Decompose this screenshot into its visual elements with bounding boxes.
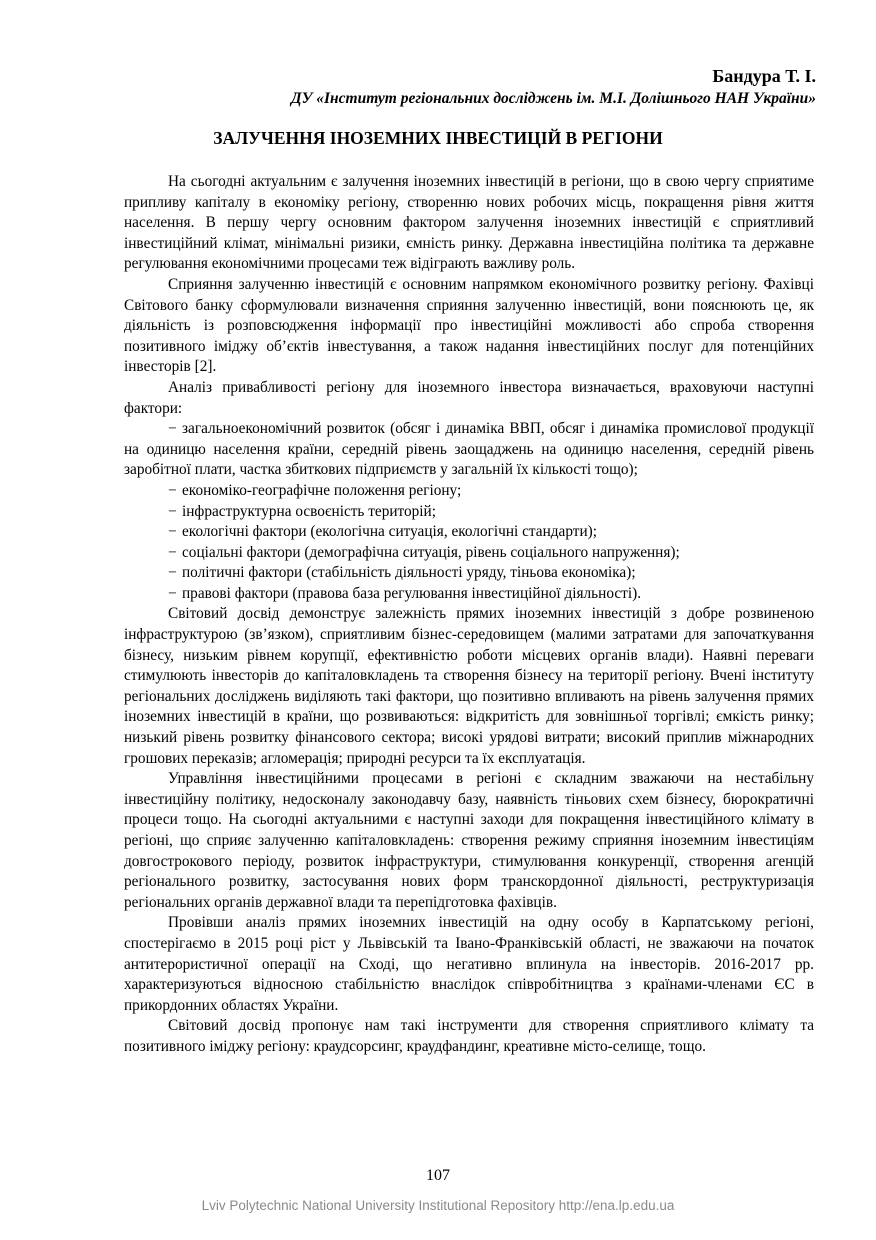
paragraph: Світовий досвід пропонує нам такі інструменти для створення сприятливого клімату та позитивного іміджу регіону: краудсорсинг, краудфандинг, креативне місто-селище, тощо. <box>124 1017 814 1055</box>
dash-bullet: − <box>168 584 177 602</box>
paragraph: Управління інвестиційними процесами в регіоні є складним зважаючи на нестабільну інвестиційну політику, недосконалу законодавчу базу, наявність тіньових схем бізнесу, бюрократичні процеси тощо. На сьогодні актуальними є наступні заходи для покращення інвестиційного клімату в регіоні, що сприяє залученню капіталовкладень: створення режиму сприяння іноземним інвестиціям довгострокового періоду, розвиток інфраструктури, стимулювання конкуренції, створення агенцій регіонального розвитку, застосування нових форм транскордонної діяльності, реструктуризація регіональних органів державної влади та перепідготовка фахівців. <box>124 770 814 911</box>
list-item <box>124 563 814 584</box>
article-body <box>124 172 814 1058</box>
dash-bullet: − <box>168 564 177 582</box>
list-item <box>124 502 814 523</box>
list-item <box>124 543 814 564</box>
list-item-text: загальноекономічний розвиток (обсяг і динаміка ВВП, обсяг і динаміка промислової продукції на одиницю населення країни, середній рівень заощаджень на одиницю населення, середній рівень заробітної плати, частка збиткових підприємств у загальній їх кількості тощо); <box>124 420 814 479</box>
list-item <box>124 584 814 605</box>
list-item <box>124 419 814 481</box>
list-item-text: економіко-географічне положення регіону; <box>182 481 462 499</box>
page-number: 107 <box>426 1167 450 1184</box>
author-name: Бандура Т. І. <box>712 66 816 86</box>
list-item-text: екологічні фактори (екологічна ситуація, екологічні стандарти); <box>182 523 597 541</box>
factor-list <box>124 419 814 604</box>
list-item-text: політичні фактори (стабільність діяльності уряду, тіньова економіка); <box>182 564 636 582</box>
list-item <box>124 481 814 502</box>
paragraph: На сьогодні актуальним є залучення іноземних інвестицій в регіони, що в свою чергу сприятиме припливу капіталу в економіку регіону, створенню нових робочих місць, покращення рівня життя населення. В першу чергу основним фактором залучення іноземних інвестицій є сприятливий інвестиційний клімат, мінімальні ризики, ємність ринку. Державна інвестиційна політика та державне регулювання економічними процесами теж відіграють важливу роль. <box>124 173 814 273</box>
paragraph: Провівши аналіз прямих іноземних інвестицій на одну особу в Карпатському регіоні, спостерігаємо в 2015 році ріст у Львівській та Івано-Франківській області, не зважаючи на початок антитерористичної операції на Сході, що негативно вплинула на інвесторів. 2016-2017 рр. характеризуються відносною стабільністю внаслідок співробітництва з країнами-членами ЄС в прикордонних областях України. <box>124 914 814 1014</box>
repository-footer: Lviv Polytechnic National University Institutional Repository http://ena.lp.edu.ua <box>201 1198 675 1213</box>
list-item <box>124 522 814 543</box>
paragraph: Аналіз привабливості регіону для іноземного інвестора визначається, враховуючи наступні фактори: <box>124 378 814 417</box>
dash-bullet: − <box>168 502 177 520</box>
article-title: ЗАЛУЧЕННЯ ІНОЗЕМНИХ ІНВЕСТИЦІЙ В РЕГІОНИ <box>213 128 663 148</box>
dash-bullet: − <box>168 523 177 541</box>
list-item-text: інфраструктурна освоєність територій; <box>182 502 436 520</box>
dash-bullet: − <box>168 481 177 499</box>
dash-bullet: − <box>168 420 177 438</box>
dash-bullet: − <box>168 543 177 561</box>
list-item-text: правові фактори (правова база регулювання інвестиційної діяльності). <box>182 584 642 602</box>
paragraph: Сприяння залученню інвестицій є основним напрямком економічного розвитку регіону. Фахівці Світового банку сформулювали визначення сприяння залученню інвестицій, вони пояснюють це, як діяльність із розповсюдження інформації про інвестиційні можливості або спроба створення позитивного іміджу об’єктів інвестування, а також надання інвестиційних послуг для потенційних інвесторів [2]. <box>124 275 814 376</box>
paragraph: Світовий досвід демонструє залежність прямих іноземних інвестицій з добре розвиненою інфраструктурою (зв’язком), сприятливим бізнес-середовищем (малими затратами для започаткування бізнесу, низьким рівнем корупції, ефективністю роботи місцевих органів влади). Наявні переваги стимулюють інвесторів до капіталовкладень та створення бізнесу на території регіону. Вчені інституту регіональних досліджень виділяють такі фактори, що позитивно впливають на рівень залучення прямих іноземних інвестицій в країни, що розвиваються: відкритість для зовнішньої торгівлі; ємкість ринку; низький рівень розвитку фінансового сектора; високі урядові витрати; високий приплив міжнародних грошових переказів; агломерація; природні ресурси та їх експлуатація. <box>124 605 814 767</box>
list-item-text: соціальні фактори (демографічна ситуація, рівень соціального напруження); <box>182 543 680 561</box>
author-affiliation: ДУ «Інститут регіональних досліджень ім. М.І. Долішнього НАН України» <box>291 90 816 107</box>
